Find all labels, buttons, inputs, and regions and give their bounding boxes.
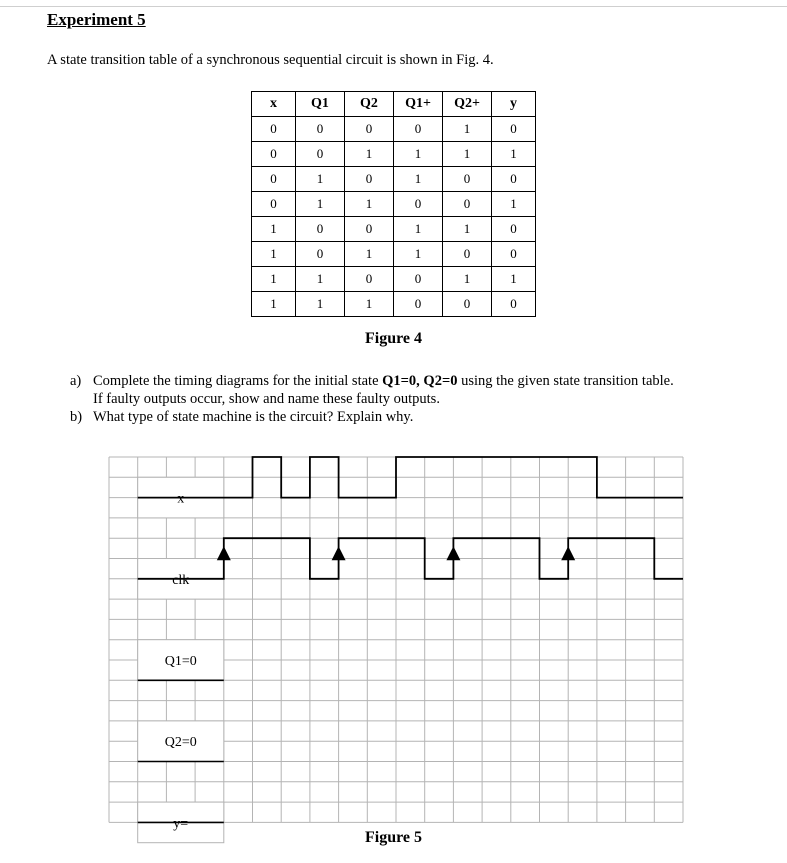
table-cell: 0 xyxy=(252,192,296,217)
table-cell: 1 xyxy=(296,192,345,217)
table-cell: 1 xyxy=(394,242,443,267)
signal-label-x: x xyxy=(177,491,185,507)
clock-edge-arrow xyxy=(446,546,460,560)
figure-4-caption: Figure 4 xyxy=(364,330,423,347)
intro-paragraph: A state transition table of a synchronous sequential circuit is shown in Fig. 4. xyxy=(47,52,494,68)
table-cell: 1 xyxy=(252,267,296,292)
table-cell: 0 xyxy=(443,242,492,267)
question-a-initial-state: Q1=0, Q2=0 xyxy=(382,373,458,389)
question-a-label: a) xyxy=(70,373,82,389)
table-cell: 0 xyxy=(296,242,345,267)
table-cell: 0 xyxy=(345,267,394,292)
figure-5-caption: Figure 5 xyxy=(364,829,423,846)
column-header: Q2+ xyxy=(443,92,492,117)
table-cell: 0 xyxy=(492,217,536,242)
table-cell: 1 xyxy=(252,242,296,267)
table-cell: 1 xyxy=(394,142,443,167)
question-b-label: b) xyxy=(70,409,83,425)
table-cell: 1 xyxy=(394,217,443,242)
table-cell: 0 xyxy=(394,292,443,317)
table-cell: 1 xyxy=(345,242,394,267)
table-cell: 0 xyxy=(252,167,296,192)
table-cell: 0 xyxy=(252,142,296,167)
table-cell: 1 xyxy=(345,142,394,167)
question-a-text-start: Complete the timing diagrams for the initial state xyxy=(93,373,383,389)
table-cell: 0 xyxy=(345,117,394,142)
table-cell: 1 xyxy=(345,292,394,317)
table-cell: 0 xyxy=(492,117,536,142)
question-b-text: What type of state machine is the circuit? Explain why. xyxy=(93,409,414,425)
table-cell: 0 xyxy=(394,117,443,142)
table-cell: 1 xyxy=(492,192,536,217)
table-cell: 0 xyxy=(443,292,492,317)
table-cell: 0 xyxy=(252,117,296,142)
table-cell: 0 xyxy=(443,192,492,217)
page-title: Experiment 5 xyxy=(47,10,146,29)
table-cell: 1 xyxy=(296,292,345,317)
table-cell: 0 xyxy=(492,242,536,267)
column-header: y xyxy=(492,92,536,117)
table-cell: 1 xyxy=(443,142,492,167)
table-cell: 0 xyxy=(394,192,443,217)
table-cell: 1 xyxy=(345,192,394,217)
table-cell: 0 xyxy=(443,167,492,192)
table-cell: 0 xyxy=(345,167,394,192)
table-cell: 1 xyxy=(394,167,443,192)
signal-label-q1: Q1=0 xyxy=(164,654,197,669)
table-cell: 1 xyxy=(492,142,536,167)
table-cell: 0 xyxy=(296,117,345,142)
table-cell: 0 xyxy=(345,217,394,242)
table-cell: 1 xyxy=(296,267,345,292)
table-cell: 1 xyxy=(492,267,536,292)
table-cell: 1 xyxy=(252,217,296,242)
clock-edge-arrow xyxy=(332,546,346,560)
table-cell: 0 xyxy=(492,292,536,317)
table-cell: 1 xyxy=(252,292,296,317)
signal-label-y: y= xyxy=(173,816,189,832)
signal-label-clk: clk xyxy=(172,572,190,588)
table-cell: 0 xyxy=(492,167,536,192)
question-a-line-2: If faulty outputs occur, show and name these faulty outputs. xyxy=(93,391,440,407)
column-header: x xyxy=(252,92,296,117)
table-cell: 0 xyxy=(296,217,345,242)
column-header: Q1+ xyxy=(394,92,443,117)
clock-edge-arrow xyxy=(561,546,575,560)
column-header: Q2 xyxy=(345,92,394,117)
question-a-text-end: using the given state transition table. xyxy=(457,373,674,389)
table-cell: 1 xyxy=(443,117,492,142)
table-cell: 1 xyxy=(443,217,492,242)
table-cell: 0 xyxy=(296,142,345,167)
signal-label-q2: Q2=0 xyxy=(164,735,197,751)
table-cell: 1 xyxy=(443,267,492,292)
table-cell: 1 xyxy=(296,167,345,192)
column-header: Q1 xyxy=(296,92,345,117)
table-cell: 0 xyxy=(394,267,443,292)
clock-edge-arrow xyxy=(217,546,231,560)
